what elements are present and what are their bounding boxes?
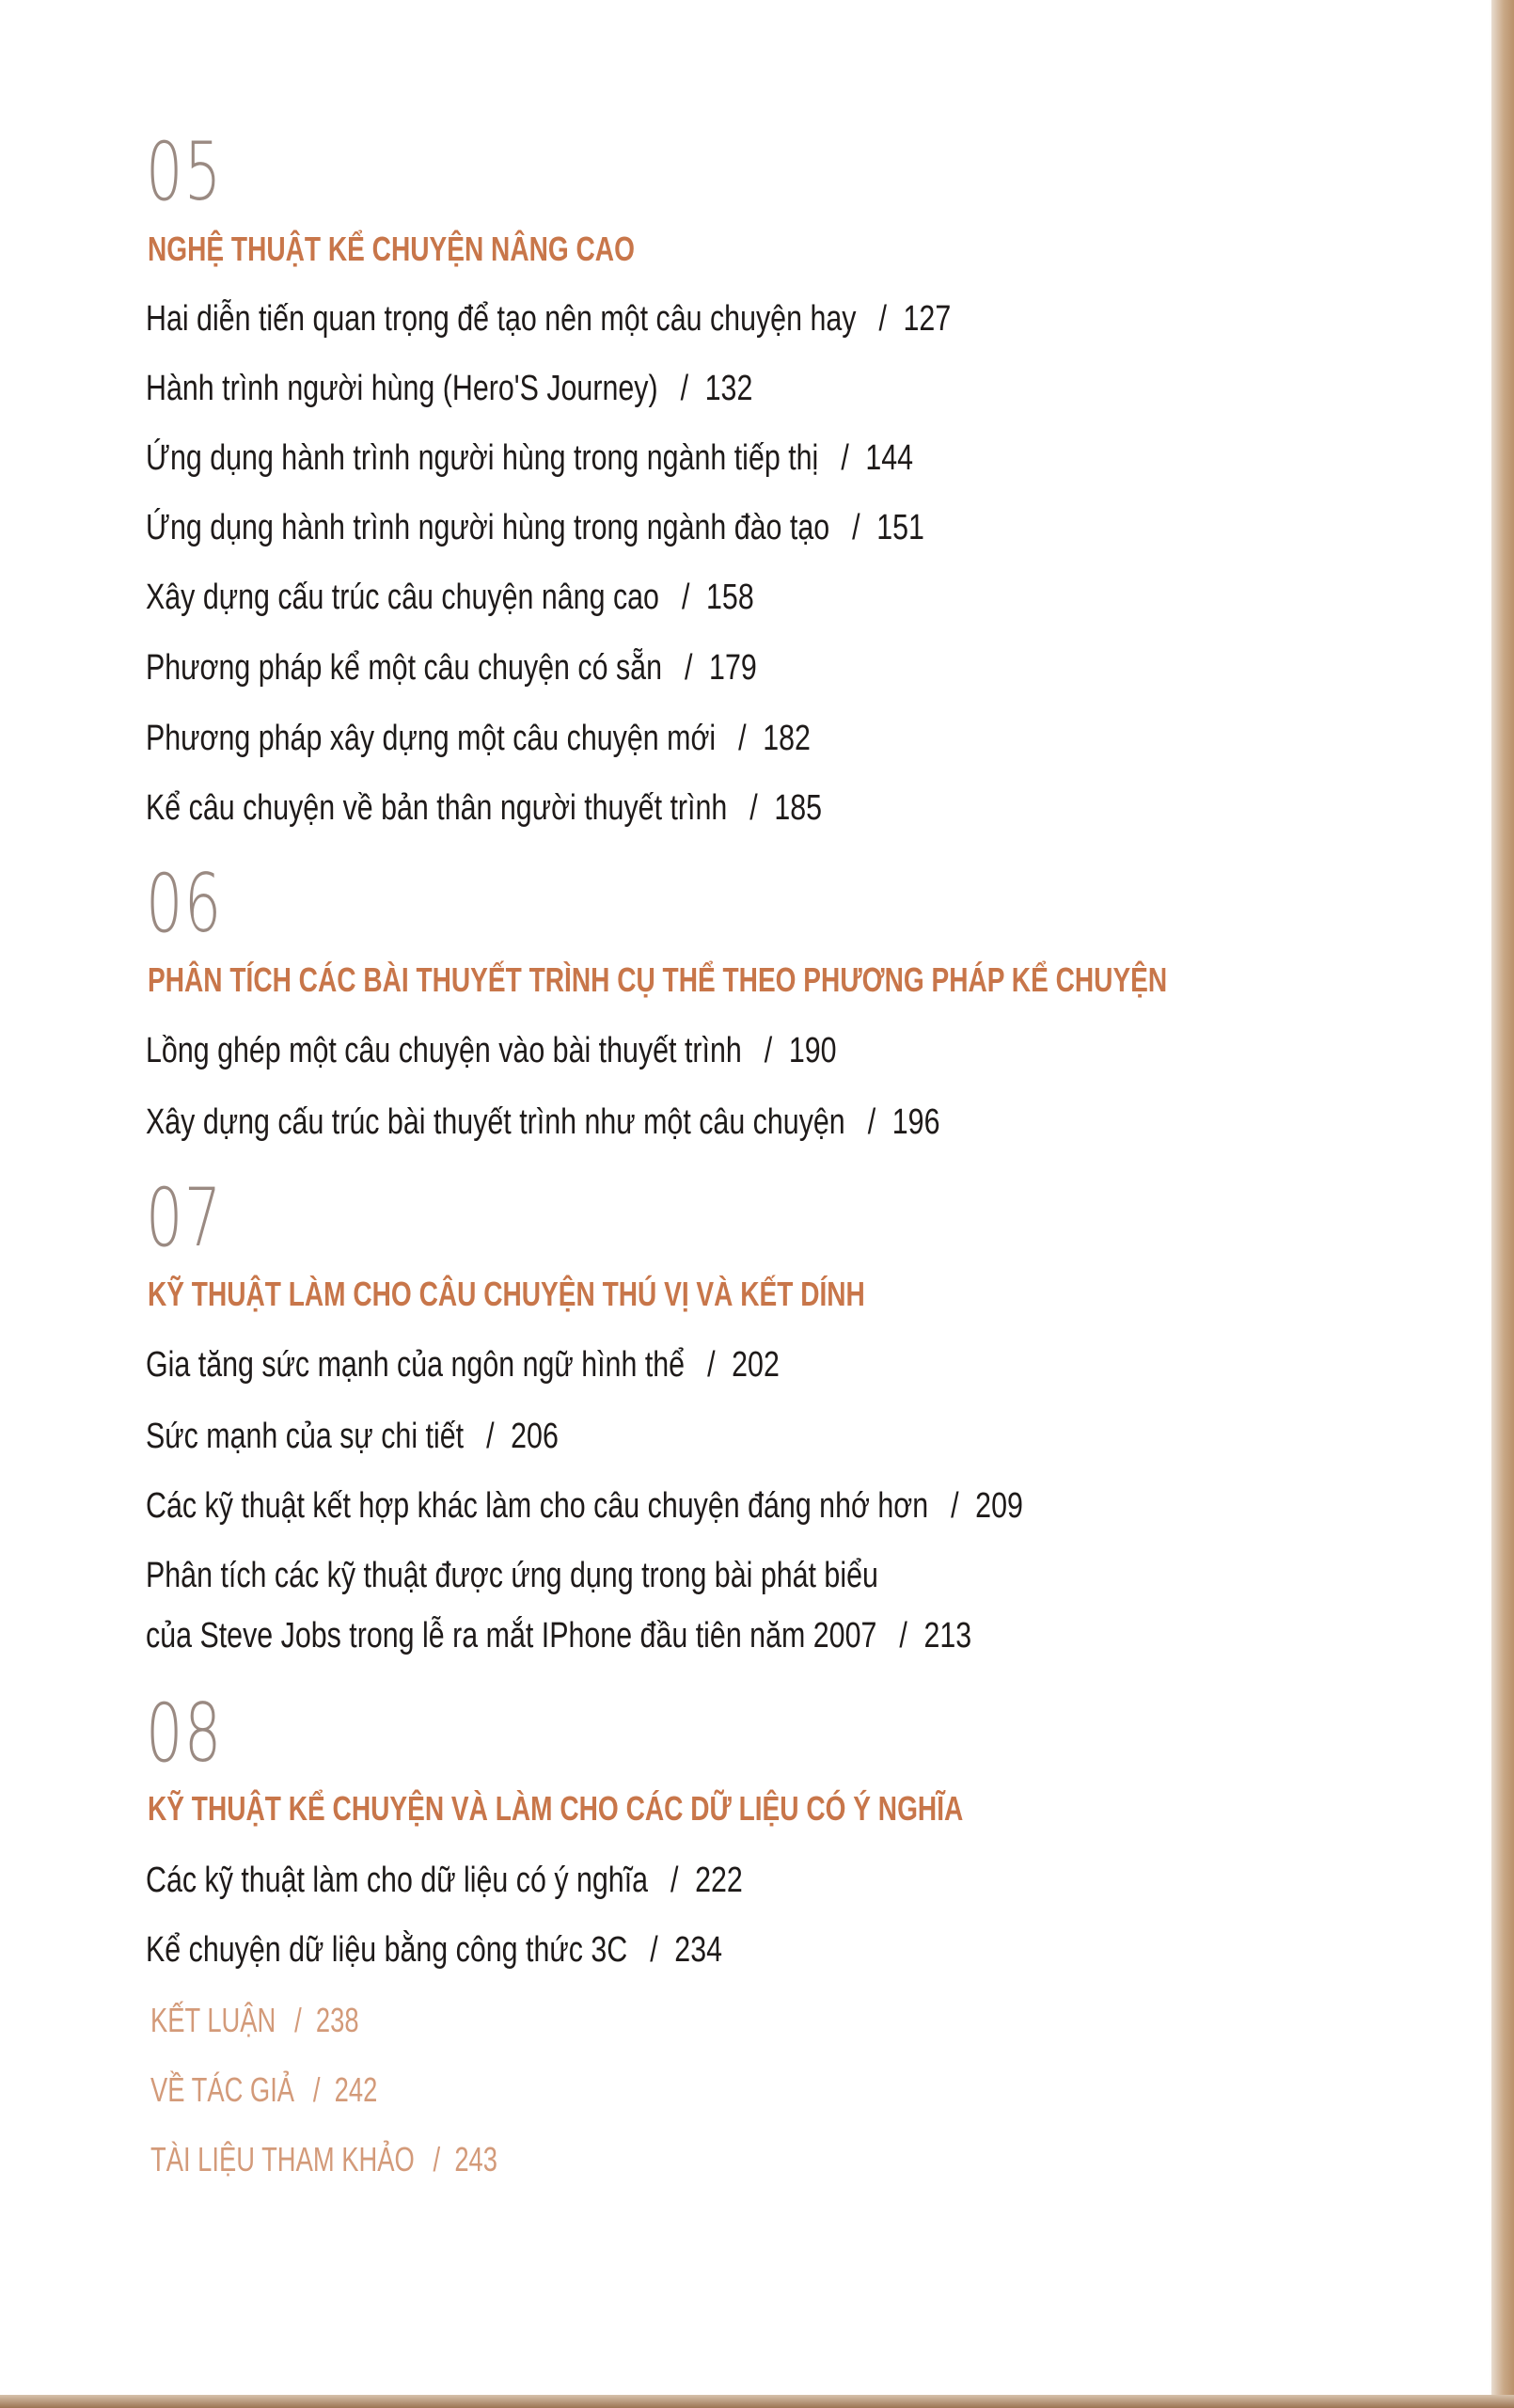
entry-separator: / [294,2001,302,2039]
section-number: 05 [146,125,223,219]
entry-title: Ứng dụng hành trình người hùng trong ngành đào tạo [146,508,830,547]
entry-separator: / [312,2070,321,2109]
entry-title: Xây dựng cấu trúc câu chuyện nâng cao [146,578,659,617]
entry-title: TÀI LIỆU THAM KHẢO [150,2140,415,2178]
entry-page: 222 [695,1861,743,1900]
back-matter-entry[interactable] [150,2141,497,2178]
section-heading: KỸ THUẬT LÀM CHO CÂU CHUYỆN THÚ VỊ VÀ KẾT DÍNH [148,1275,865,1313]
entry-title: Kể câu chuyện về bản thân người thuyết trình [146,788,728,828]
entry-separator: / [680,369,689,408]
toc-entry[interactable] [146,788,822,828]
toc-entry-line1[interactable]: Phân tích các kỹ thuật được ứng dụng trong bài phát biểu [146,1556,878,1595]
entry-title: Các kỹ thuật kết hợp khác làm cho câu chuyện đáng nhớ hơn [146,1486,929,1526]
entry-page: 179 [709,648,757,688]
back-matter-entry[interactable] [150,2002,359,2039]
entry-separator: / [670,1861,679,1900]
entry-separator: / [867,1102,876,1142]
entry-title: Sức mạnh của sự chi tiết [146,1417,465,1456]
entry-separator: / [749,788,758,828]
toc-entry[interactable] [146,299,951,339]
entry-separator: / [684,648,693,688]
entry-separator: / [486,1417,495,1456]
entry-separator: / [433,2140,441,2178]
toc-entry[interactable] [146,438,913,478]
section-heading: NGHỆ THUẬT KỂ CHUYỆN NÂNG CAO [148,230,635,268]
toc-entry[interactable] [146,1031,837,1070]
entry-page: 238 [315,2001,359,2039]
entry-page: 234 [674,1930,723,1970]
entry-page: 213 [923,1616,972,1656]
entry-title: Hành trình người hùng (Hero'S Journey) [146,369,658,408]
entry-title: VỀ TÁC GIẢ [150,2070,295,2109]
entry-separator: / [841,438,849,478]
toc-entry[interactable] [146,1930,722,1970]
entry-page: 190 [788,1031,837,1070]
toc-entry[interactable] [146,1861,743,1900]
toc-entry[interactable] [146,578,754,617]
section-heading: PHÂN TÍCH CÁC BÀI THUYẾT TRÌNH CỤ THỂ THEO PHƯƠNG PHÁP KỂ CHUYỆN [148,960,1168,999]
entry-page: 151 [876,508,924,547]
entry-title: Các kỹ thuật làm cho dữ liệu có ý nghĩa [146,1861,649,1900]
back-matter-entry[interactable] [150,2071,377,2109]
entry-separator: / [707,1345,716,1385]
entry-separator: / [899,1616,907,1656]
toc-entry[interactable] [146,648,757,688]
entry-page: 206 [511,1417,559,1456]
entry-title: Gia tăng sức mạnh của ngôn ngữ hình thể [146,1345,686,1385]
toc-entry[interactable] [146,369,752,408]
entry-separator: / [650,1930,658,1970]
entry-page: 132 [704,369,753,408]
toc-entry[interactable] [146,1102,939,1142]
toc-entry[interactable] [146,1616,971,1656]
entry-separator: / [852,508,860,547]
entry-separator: / [681,578,690,617]
entry-page: 182 [763,719,811,758]
entry-page: 209 [975,1486,1023,1526]
page-edge-right [1491,0,1514,2408]
toc-entry[interactable] [146,508,924,547]
entry-page: 202 [732,1345,780,1385]
entry-title: Xây dựng cấu trúc bài thuyết trình như một câu chuyện [146,1102,845,1142]
entry-title: Kể chuyện dữ liệu bằng công thức 3C [146,1930,628,1970]
entry-separator: / [764,1031,773,1070]
entry-title: KẾT LUẬN [150,2001,276,2039]
entry-title: của Steve Jobs trong lễ ra mắt IPhone đầu tiên năm 2007 [146,1616,877,1656]
entry-title: Ứng dụng hành trình người hùng trong ngành tiếp thị [146,438,819,478]
toc-entry[interactable] [146,1345,780,1385]
page-edge-bottom [0,2395,1514,2408]
entry-title: Hai diễn tiến quan trọng để tạo nên một câu chuyện hay [146,299,857,339]
section-heading: KỸ THUẬT KỂ CHUYỆN VÀ LÀM CHO CÁC DỮ LIỆU CÓ Ý NGHĨA [148,1789,964,1828]
toc-entry[interactable] [146,719,811,758]
section-number: 06 [146,857,223,951]
entry-title: Phương pháp xây dựng một câu chuyện mới [146,719,717,758]
entry-page: 127 [903,299,952,339]
entry-page: 185 [774,788,823,828]
entry-title: Lồng ghép một câu chuyện vào bài thuyết trình [146,1031,742,1070]
section-number: 07 [146,1171,223,1265]
entry-separator: / [951,1486,959,1526]
entry-page: 196 [891,1102,940,1142]
entry-page: 158 [706,578,754,617]
toc-entry[interactable] [146,1486,1023,1526]
entry-separator: / [738,719,747,758]
entry-page: 242 [334,2070,378,2109]
toc-entry[interactable] [146,1417,559,1456]
entry-page: 144 [865,438,914,478]
entry-page: 243 [454,2140,497,2178]
section-number: 08 [146,1687,223,1781]
entry-separator: / [878,299,887,339]
entry-title: Phương pháp kể một câu chuyện có sẵn [146,648,662,688]
